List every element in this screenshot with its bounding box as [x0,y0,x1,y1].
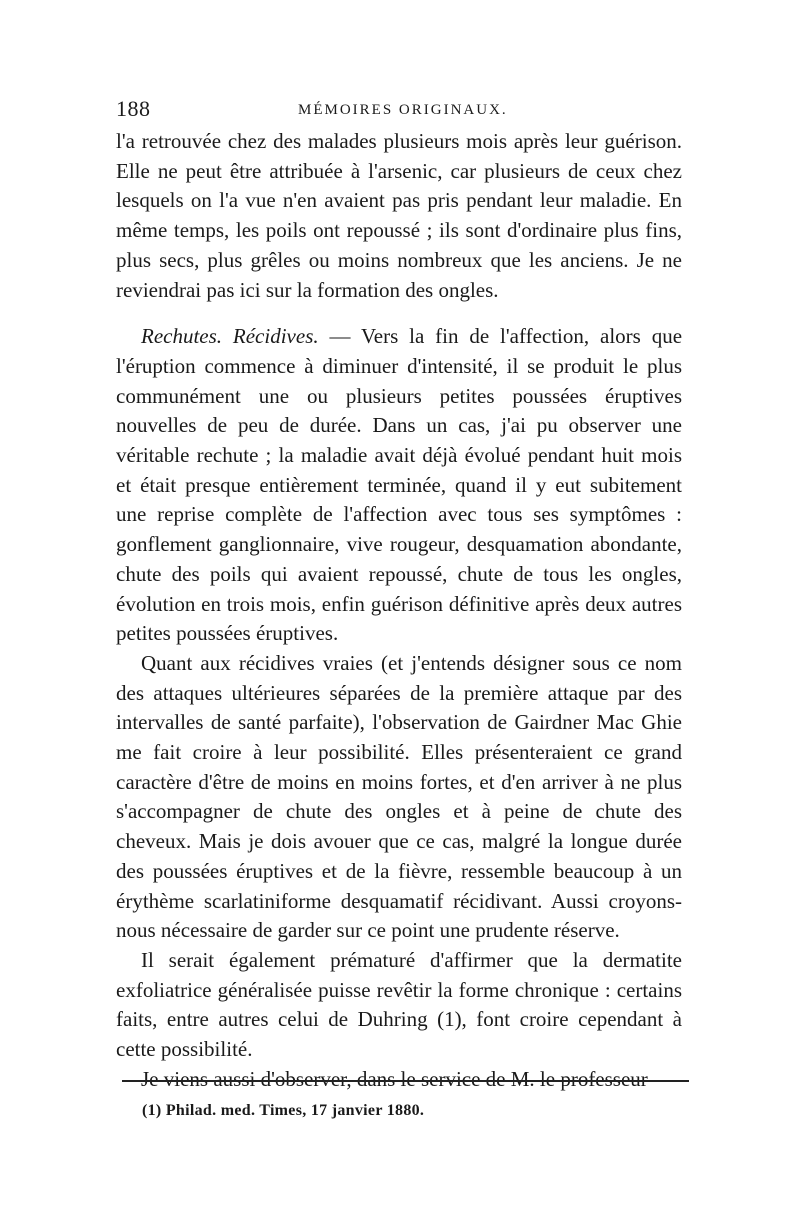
paragraph-chronique: Il serait également prématuré d'affirmer que la dermatite exfoliatrice généralisée puisse revêtir la forme chronique : certains faits, entre autres celui de Duhring (1), font croire cependant à cette possibilité. [116,947,682,1062]
section-lead-heading: Rechutes. Récidives. [141,324,319,349]
page-number: 188 [116,96,151,121]
paragraph-recidives: Quant aux récidives vraies (et j'entends désigner sous ce nom des attaques ultérieures séparées de la première attaque par des intervalles de santé parfaite), l'observation de Gairdner Mac Ghie me fait croire à leur possibilité. Elles présenteraient ce grand caractère d'être de moins en moins fortes, et d'en arriver à ne plus s'accompagner de chute des ongles et à peine de chute des cheveux. Mais je dois avouer que ce cas, malgré la longue durée des poussées éruptives et de la fièvre, ressemble beaucoup à un érythème scarlatiniforme desquamatif récidivant. Aussi croyons-nous nécessaire de garder sur ce point une prudente réserve. [116,650,682,943]
footnote: (1) Philad. med. Times, 17 janvier 1880. [142,1102,425,1119]
paragraph-final: Je viens aussi d'observer, dans le service de M. le professeur [141,1066,648,1091]
paragraph-rechutes-text: — Vers la fin de l'affection, alors que l'éruption commence à diminuer d'intensité, il se produit le plus communément une ou plusieurs petites poussées éruptives nouvelles de peu de durée. Dans un cas, j'ai pu observer une véritable rechute ; la maladie avait déjà évolué pendant huit mois et était presque entièrement terminée, quand il y eut subitement une reprise complète de l'affection avec tous ses symptômes : gonflement ganglionnaire, vive rougeur, desquamation abondante, chute des poils qui avaient repoussé, chute de tous les ongles, évolution en trois mois, enfin guérison définitive après deux autres petites poussées éruptives. [116,324,683,646]
paragraph-continuation: l'a retrouvée chez des malades plusieurs mois après leur guérison. Elle ne peut être attribuée à l'arsenic, car plusieurs de ceux chez lesquels on l'a vue n'en avaient pas pris pendant leur maladie. En même temps, les poils ont repoussé ; ils sont d'ordinaire plus fins, plus secs, plus grêles ou moins nombreux que les anciens. Je ne reviendrai pas ici sur la formation des ongles. [116,129,682,302]
running-head: MÉMOIRES ORIGINAUX. [298,102,508,118]
page-header [116,96,686,126]
paragraph-rechutes [116,322,682,649]
body-text [116,127,682,1095]
footnote-rule [122,1080,689,1082]
